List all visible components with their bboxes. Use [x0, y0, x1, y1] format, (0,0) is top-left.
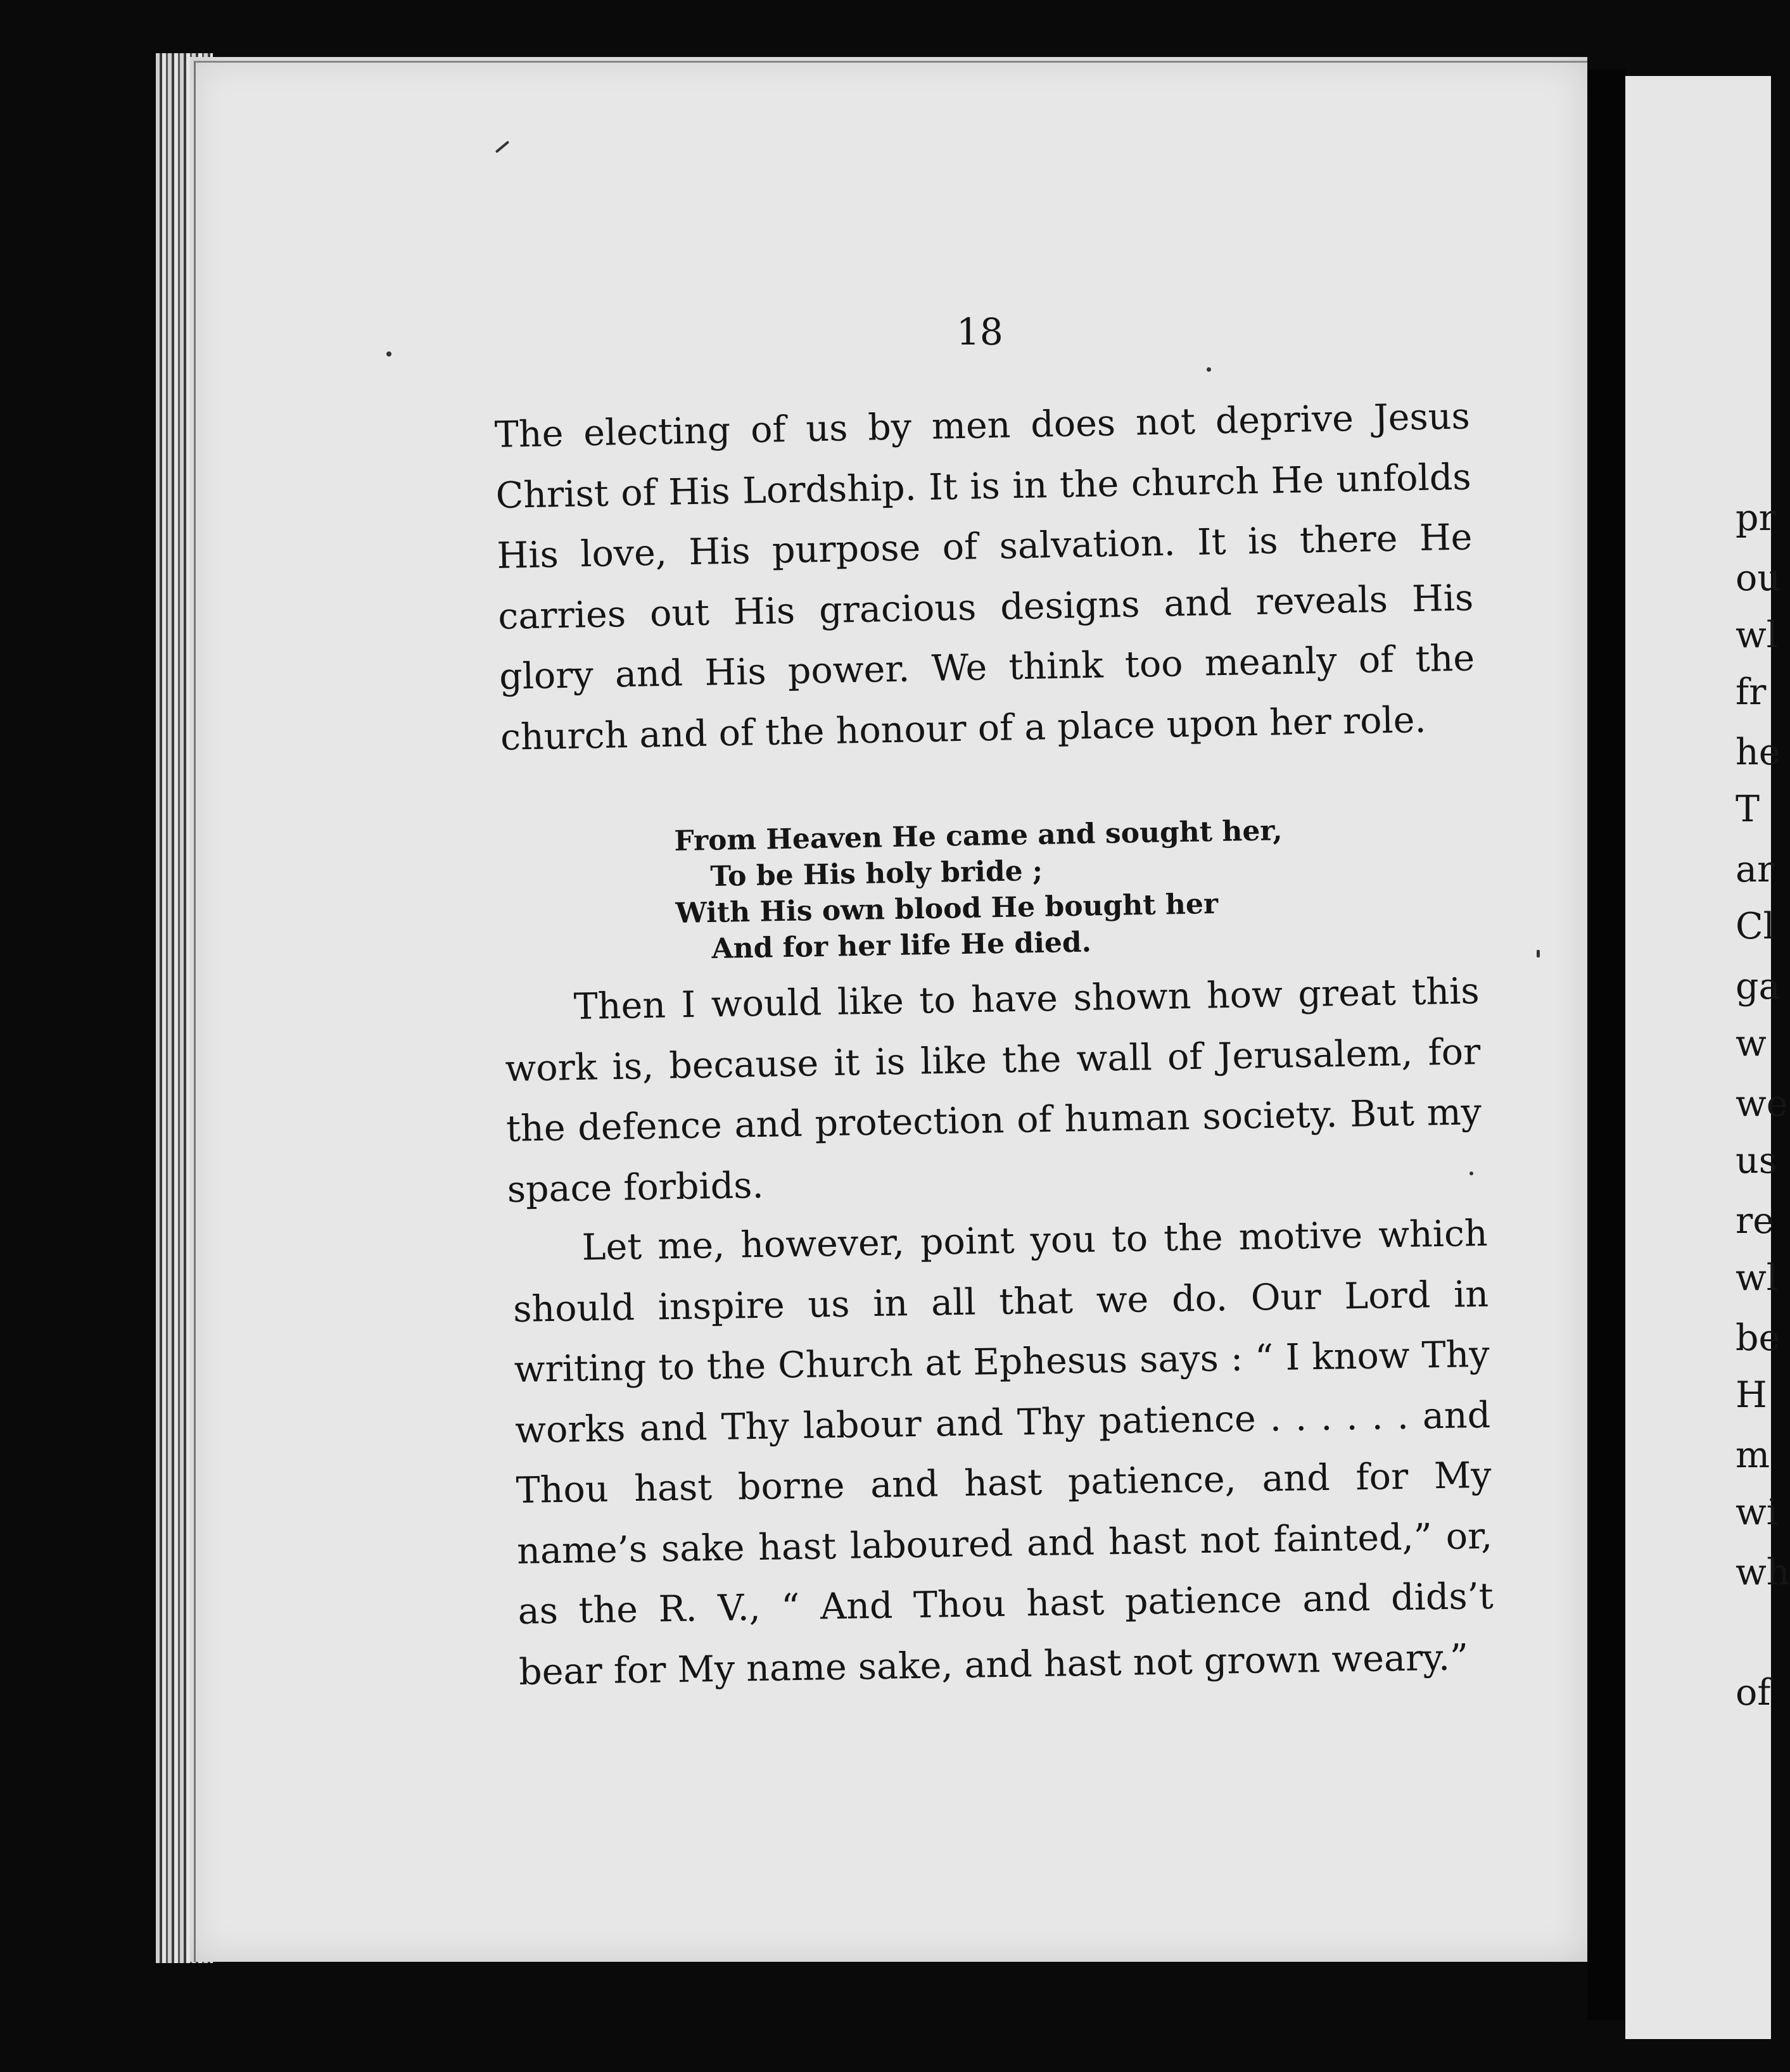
paragraph-3: Let me, however, point you to the motive which should inspire us in all that we do. Our Lord in writing to the Church at Ephesus says : “ I know Thy works and Thy labour and Thy patience . . . . . . and Thou hast borne and hast patience, and for My name’s sake hast laboured and hast not fainted,” or, as the R. V., “ And Thou hast patience and dids’t bear for My name sake, and hast not grown weary.” [512, 1212, 1494, 1693]
facing-fragment: ga [1736, 966, 1780, 1008]
scan-speck [1207, 367, 1211, 372]
facing-fragment: wh [1736, 1551, 1790, 1593]
book-gutter [1587, 70, 1625, 2020]
poem-line-1: From Heaven He came and sought her, [674, 814, 1283, 857]
paragraph-2: Then I would like to have shown how great this work is, because it is like the wall of Jerusalem, for the defence and protection of human society. But my space forbids. [504, 970, 1482, 1211]
poem-line-4: And for her life He died. [711, 926, 1092, 965]
facing-fragment: ar [1736, 849, 1775, 890]
facing-fragment: w [1736, 1023, 1767, 1064]
paragraph-1: The electing of us by men does not deprive Jesus Christ of His Lordship. It is in the church He unfolds His love, His purpose of salvation. It is there He carries out His gracious designs and reveals His glory and His power. We think too meanly of the church and of the honour of a place upon her role. [494, 395, 1475, 759]
facing-fragment: ou [1736, 557, 1781, 599]
scan-speck [1469, 1172, 1473, 1175]
facing-fragment: pr [1736, 497, 1776, 539]
facing-fragment: wi [1736, 1491, 1779, 1533]
scan-speck [386, 351, 391, 357]
facing-fragment: Cl [1736, 906, 1775, 947]
poem-stanza [674, 812, 1285, 968]
facing-fragment: wl [1736, 1257, 1779, 1299]
poem-line-2: To be His holy bride ; [710, 854, 1043, 894]
facing-fragment: T [1736, 788, 1760, 830]
page-number: 18 [956, 310, 1003, 353]
facing-fragment: fr [1736, 671, 1767, 713]
facing-fragment: be [1736, 1317, 1780, 1359]
facing-fragment: H [1736, 1374, 1767, 1416]
facing-fragment: of [1736, 1672, 1771, 1714]
facing-fragment: wl [1736, 614, 1779, 656]
facing-fragment: us [1736, 1140, 1777, 1182]
facing-fragment: m [1736, 1434, 1770, 1476]
facing-fragment: he [1736, 731, 1780, 773]
poem-line-3: With His own blood He bought her [675, 888, 1219, 930]
facing-fragment: re [1736, 1200, 1774, 1242]
facing-fragment: we [1736, 1083, 1788, 1125]
scan-speck [1537, 950, 1540, 957]
